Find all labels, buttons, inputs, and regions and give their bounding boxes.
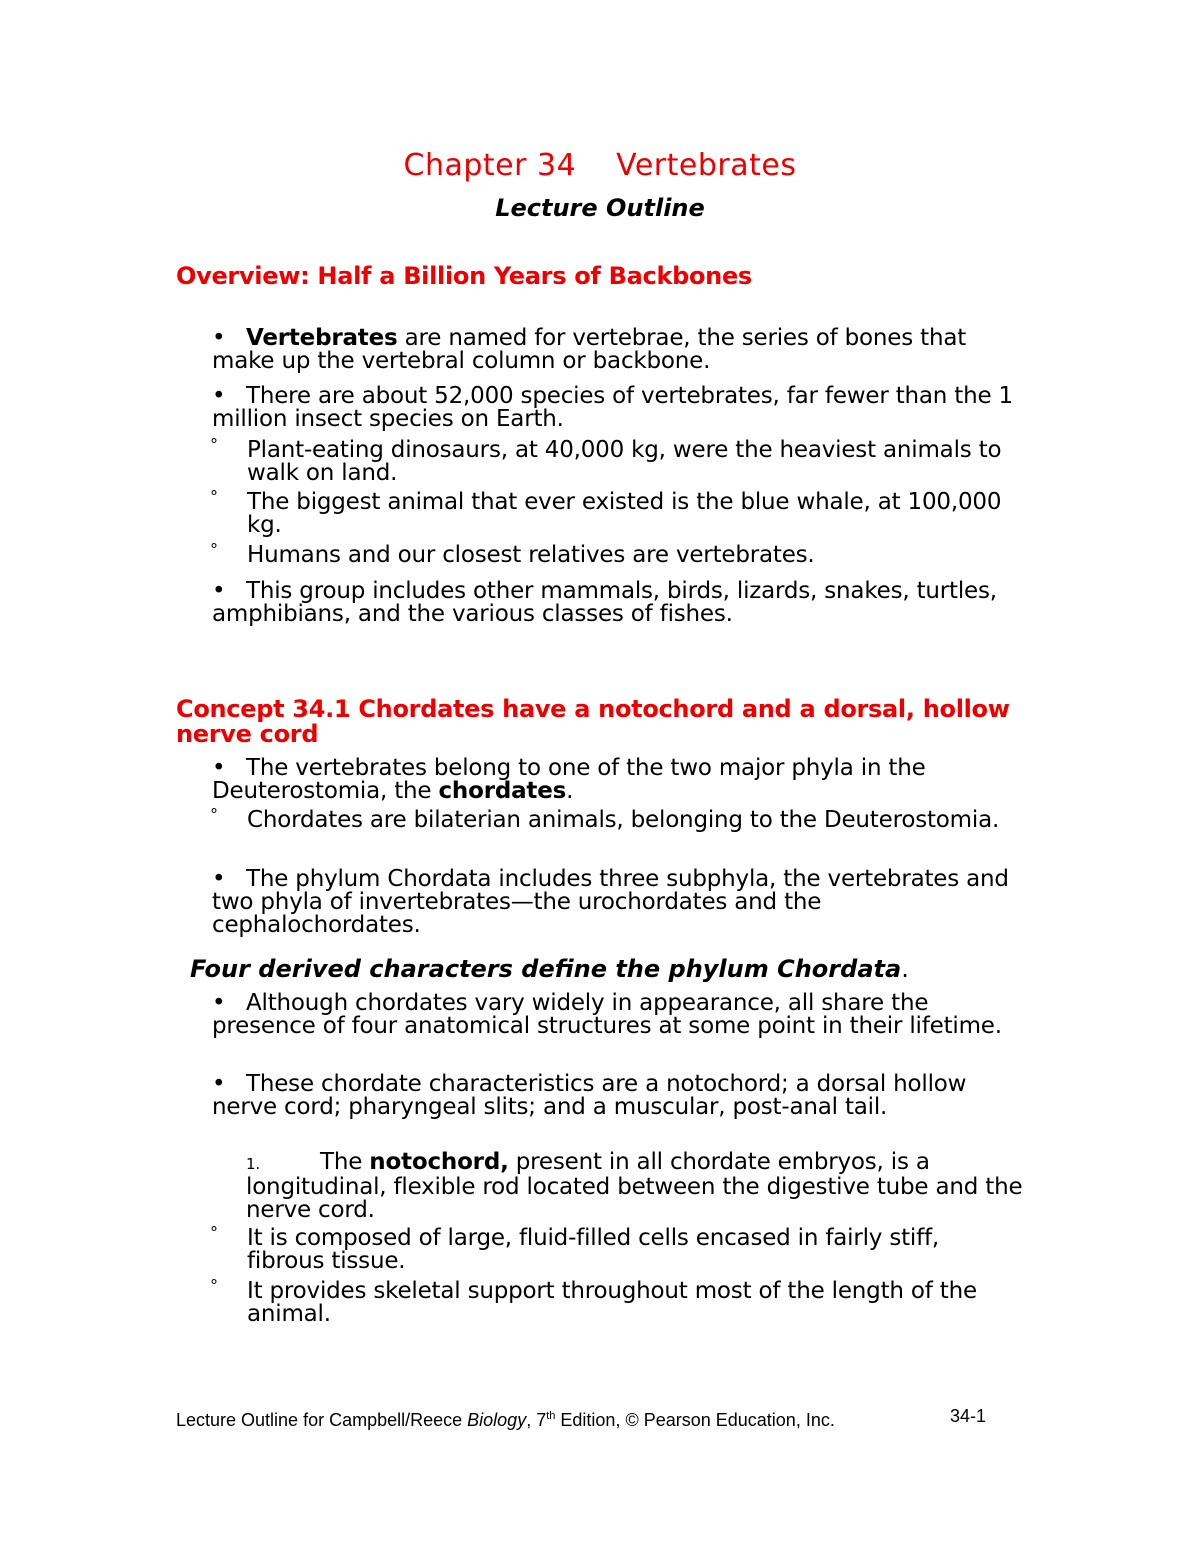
footer-book-title: Biology bbox=[467, 1410, 527, 1430]
footer-text-pre: Lecture Outline for Campbell/Reece bbox=[176, 1410, 468, 1430]
derived-para-2-text: These chordate characteristics are a notochord; a dorsal hollow nerve cord; pharyngeal slits; and a muscular, post-anal tail. bbox=[212, 1071, 967, 1120]
overview-sub-3-text: Humans and our closest relatives are vertebrates. bbox=[247, 542, 815, 568]
concept-para-1-text: The vertebrates belong to one of the two major phyla in the Deuterostomia, the bbox=[212, 755, 926, 804]
overview-sub-2 bbox=[210, 487, 1020, 538]
term-notochord: notochord, bbox=[369, 1149, 509, 1175]
bullet-marker: • bbox=[212, 578, 226, 604]
derived-heading bbox=[190, 955, 1010, 983]
bullet-marker: • bbox=[212, 325, 226, 351]
chapter-title bbox=[0, 146, 1200, 186]
sub-marker: ° bbox=[210, 805, 218, 824]
footer-edition-sup: th bbox=[546, 1410, 556, 1422]
derived-heading-period: . bbox=[901, 955, 909, 983]
derived-para-1 bbox=[212, 992, 1022, 1038]
bullet-marker: • bbox=[212, 1071, 226, 1097]
concept-heading: Concept 34.1 Chordates have a notochord and a dorsal, hollow nerve cord bbox=[176, 695, 1010, 748]
sub-marker: ° bbox=[210, 1276, 218, 1295]
concept-para-2 bbox=[212, 868, 1022, 937]
derived-para-1-text: Although chordates vary widely in appearance, all share the presence of four anatomical structures at some point in their lifetime. bbox=[212, 990, 1002, 1039]
footer-text-post: Edition, © Pearson Education, Inc. bbox=[555, 1410, 835, 1430]
derived-numbered-1-pre: The bbox=[320, 1149, 370, 1175]
concept-sub-1 bbox=[210, 805, 1020, 833]
derived-para-2 bbox=[212, 1073, 1022, 1119]
sub-marker: ° bbox=[210, 435, 218, 454]
concept-sub-1-text: Chordates are bilaterian animals, belonging to the Deuterostomia. bbox=[247, 807, 1000, 833]
overview-para-2 bbox=[212, 385, 1022, 431]
derived-numbered-1 bbox=[246, 1151, 1036, 1222]
page-number: 34-1 bbox=[949, 1406, 986, 1426]
sub-marker: ° bbox=[210, 487, 218, 506]
derived-sub-1 bbox=[210, 1223, 1020, 1274]
overview-para-1 bbox=[212, 327, 1022, 373]
chapter-name: Vertebrates bbox=[616, 148, 797, 183]
term-chordates: chordates bbox=[438, 778, 567, 804]
derived-numbered-1-text: present in all chordate embryos, is a longitudinal, flexible rod located between the digestive tube and the nerve cord. bbox=[246, 1149, 1023, 1223]
bullet-marker: • bbox=[212, 990, 226, 1016]
concept-para-1-end: . bbox=[566, 778, 574, 804]
derived-heading-text: Four derived characters define the phylum Chordata bbox=[190, 955, 902, 983]
overview-para-3 bbox=[212, 580, 1022, 626]
page-footer bbox=[176, 1404, 996, 1432]
bullet-marker: • bbox=[212, 383, 226, 409]
concept-para-2-text: The phylum Chordata includes three subphyla, the vertebrates and two phyla of invertebrates—the urochordates and the cephalochordates. bbox=[212, 866, 1009, 938]
overview-sub-2-text: The biggest animal that ever existed is the blue whale, at 100,000 kg. bbox=[247, 489, 1002, 538]
term-vertebrates: Vertebrates bbox=[246, 325, 398, 351]
overview-sub-3 bbox=[210, 540, 1020, 568]
sub-marker: ° bbox=[210, 540, 218, 559]
overview-heading: Overview: Half a Billion Years of Backbones bbox=[176, 262, 752, 290]
overview-para-2-text: There are about 52,000 species of vertebrates, far fewer than the 1 million insect species on Earth. bbox=[212, 383, 1013, 432]
bullet-marker: • bbox=[212, 866, 226, 892]
overview-sub-1 bbox=[210, 435, 1020, 486]
chapter-label: Chapter 34 bbox=[403, 148, 577, 183]
derived-sub-2-text: It provides skeletal support throughout most of the length of the animal. bbox=[247, 1278, 977, 1327]
overview-para-3-text: This group includes other mammals, birds, lizards, snakes, turtles, amphibians, and the various classes of fishes. bbox=[212, 578, 997, 627]
sub-marker: ° bbox=[210, 1223, 218, 1242]
lecture-subtitle: Lecture Outline bbox=[495, 194, 705, 222]
footer-edition: , 7 bbox=[526, 1410, 547, 1430]
concept-para-1 bbox=[212, 757, 1022, 803]
derived-sub-2 bbox=[210, 1276, 1020, 1327]
overview-para-1-text: are named for vertebrae, the series of bones that make up the vertebral column or backbone. bbox=[212, 325, 967, 374]
item-number: 1. bbox=[246, 1155, 260, 1173]
overview-sub-1-text: Plant-eating dinosaurs, at 40,000 kg, were the heaviest animals to walk on land. bbox=[247, 437, 1002, 486]
bullet-marker: • bbox=[212, 755, 226, 781]
derived-sub-1-text: It is composed of large, fluid-filled cells encased in fairly stiff, fibrous tissue. bbox=[247, 1225, 940, 1274]
